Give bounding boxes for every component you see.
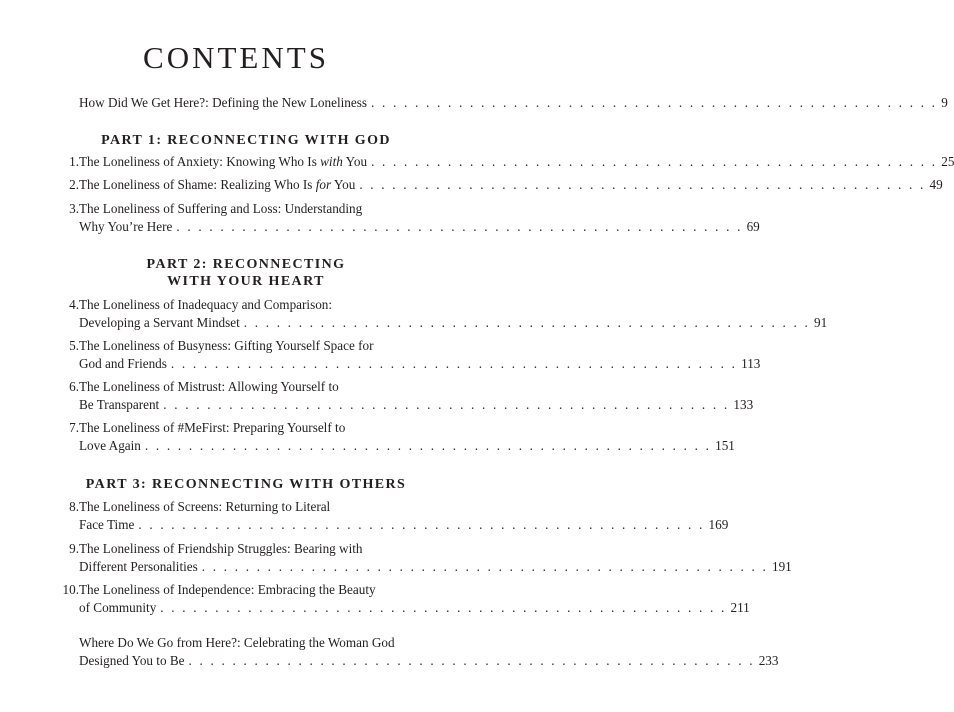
entry-page-number: 211 [730, 600, 750, 615]
leader-dots: . . . . . . . . . . . . . . . . . . . . . . . . . . . . . . . . . . . . . . . . . . . . . . . . . . . . [243, 315, 810, 330]
entry-title-line-1: The Loneliness of #MeFirst: Preparing Yourself to [79, 420, 346, 435]
leader-dots: . . . . . . . . . . . . . . . . . . . . . . . . . . . . . . . . . . . . . . . . . . . . . . . . . . . . [138, 517, 705, 532]
entry-page-number: 113 [741, 356, 761, 371]
part-heading-1: PART 1: RECONNECTING WITH GOD [101, 133, 391, 148]
chapter-number: 7. [69, 420, 79, 435]
entry-page-number: 133 [733, 397, 754, 412]
entry-title-line-2: of Community [79, 600, 157, 615]
chapter-number: 4. [69, 297, 79, 312]
entry-page-number: 151 [715, 438, 735, 453]
entry-title-line-2: Love Again [79, 438, 141, 453]
entry-page-number: 69 [746, 219, 760, 234]
entry-page-number: 25 [941, 154, 954, 169]
entry-title-line-1: The Loneliness of Busyness: Gifting Yourself Space for [79, 338, 374, 353]
entry-title-line-2: Be Transparent [79, 397, 160, 412]
entry-page-number: 191 [771, 559, 792, 574]
leader-dots: . . . . . . . . . . . . . . . . . . . . . . . . . . . . . . . . . . . . . . . . . . . . . . . . . . . . [201, 559, 768, 574]
chapter-number: 10. [62, 582, 79, 597]
chapter-number: 1. [69, 154, 79, 169]
part-heading-line-1: PART 2: RECONNECTING [146, 257, 346, 272]
entry-page-number: 49 [929, 177, 943, 192]
entry-title-line-2: Developing a Servant Mindset [79, 315, 240, 330]
chapter-number: 8. [69, 499, 79, 514]
entry-title-line-1: The Loneliness of Screens: Returning to Literal [79, 499, 331, 514]
chapter-number: 9. [69, 541, 79, 556]
entry-title: How Did We Get Here?: Defining the New Loneliness [79, 95, 368, 110]
entry-title-line-1: The Loneliness of Mistrust: Allowing Yourself to [79, 379, 339, 394]
chapter-number: 5. [69, 338, 79, 353]
entry-title-line-2: Why You’re Here [79, 219, 173, 234]
entry-title-line-1: The Loneliness of Independence: Embracing the Beauty [79, 582, 376, 597]
leader-dots: . . . . . . . . . . . . . . . . . . . . . . . . . . . . . . . . . . . . . . . . . . . . . . . . . . . . [176, 219, 743, 234]
part-heading-3: PART 3: RECONNECTING WITH OTHERS [85, 477, 407, 492]
chapter-number: 6. [69, 379, 79, 394]
part-heading-line-2: WITH YOUR HEART [167, 274, 325, 289]
leader-dots: . . . . . . . . . . . . . . . . . . . . . . . . . . . . . . . . . . . . . . . . . . . . . . . . . . . . [163, 397, 730, 412]
entry-title-line-1: The Loneliness of Suffering and Loss: Understanding [79, 201, 363, 216]
leader-dots: . . . . . . . . . . . . . . . . . . . . . . . . . . . . . . . . . . . . . . . . . . . . . . . . . . . . [371, 95, 938, 110]
entry-page-number: 233 [758, 653, 779, 668]
entry-title-line-1: The Loneliness of Inadequacy and Comparison: [79, 297, 333, 312]
entry-page-number: 91 [813, 315, 828, 330]
part-heading-2 [60, 256, 432, 290]
leader-dots: . . . . . . . . . . . . . . . . . . . . . . . . . . . . . . . . . . . . . . . . . . . . . . . . . . . . [160, 600, 727, 615]
entry-title-line-2: Different Personalities [79, 559, 198, 574]
page-title: CONTENTS [143, 40, 329, 75]
chapter-number: 2. [69, 177, 79, 192]
entry-title-line-1: Where Do We Go from Here?: Celebrating the Woman God [79, 635, 395, 650]
entry-page-number: 169 [708, 517, 729, 532]
entry-title-line-2: God and Friends [79, 356, 167, 371]
leader-dots: . . . . . . . . . . . . . . . . . . . . . . . . . . . . . . . . . . . . . . . . . . . . . . . . . . . . [371, 154, 938, 169]
leader-dots: . . . . . . . . . . . . . . . . . . . . . . . . . . . . . . . . . . . . . . . . . . . . . . . . . . . . [359, 177, 926, 192]
entry-title-line-2: Designed You to Be [79, 653, 185, 668]
leader-dots: . . . . . . . . . . . . . . . . . . . . . . . . . . . . . . . . . . . . . . . . . . . . . . . . . . . . [188, 653, 755, 668]
entry-title-line-1: The Loneliness of Friendship Struggles: Bearing with [79, 541, 363, 556]
entry-title-line-2: Face Time [79, 517, 135, 532]
entry-page-number: 9 [941, 95, 948, 110]
chapter-number: 3. [69, 201, 79, 216]
entry-title: The Loneliness of Shame: Realizing Who Is for You [79, 177, 356, 192]
leader-dots: . . . . . . . . . . . . . . . . . . . . . . . . . . . . . . . . . . . . . . . . . . . . . . . . . . . . [170, 356, 738, 371]
entry-title: The Loneliness of Anxiety: Knowing Who Is with You [79, 154, 368, 169]
leader-dots: . . . . . . . . . . . . . . . . . . . . . . . . . . . . . . . . . . . . . . . . . . . . . . . . . . . . [144, 438, 712, 453]
